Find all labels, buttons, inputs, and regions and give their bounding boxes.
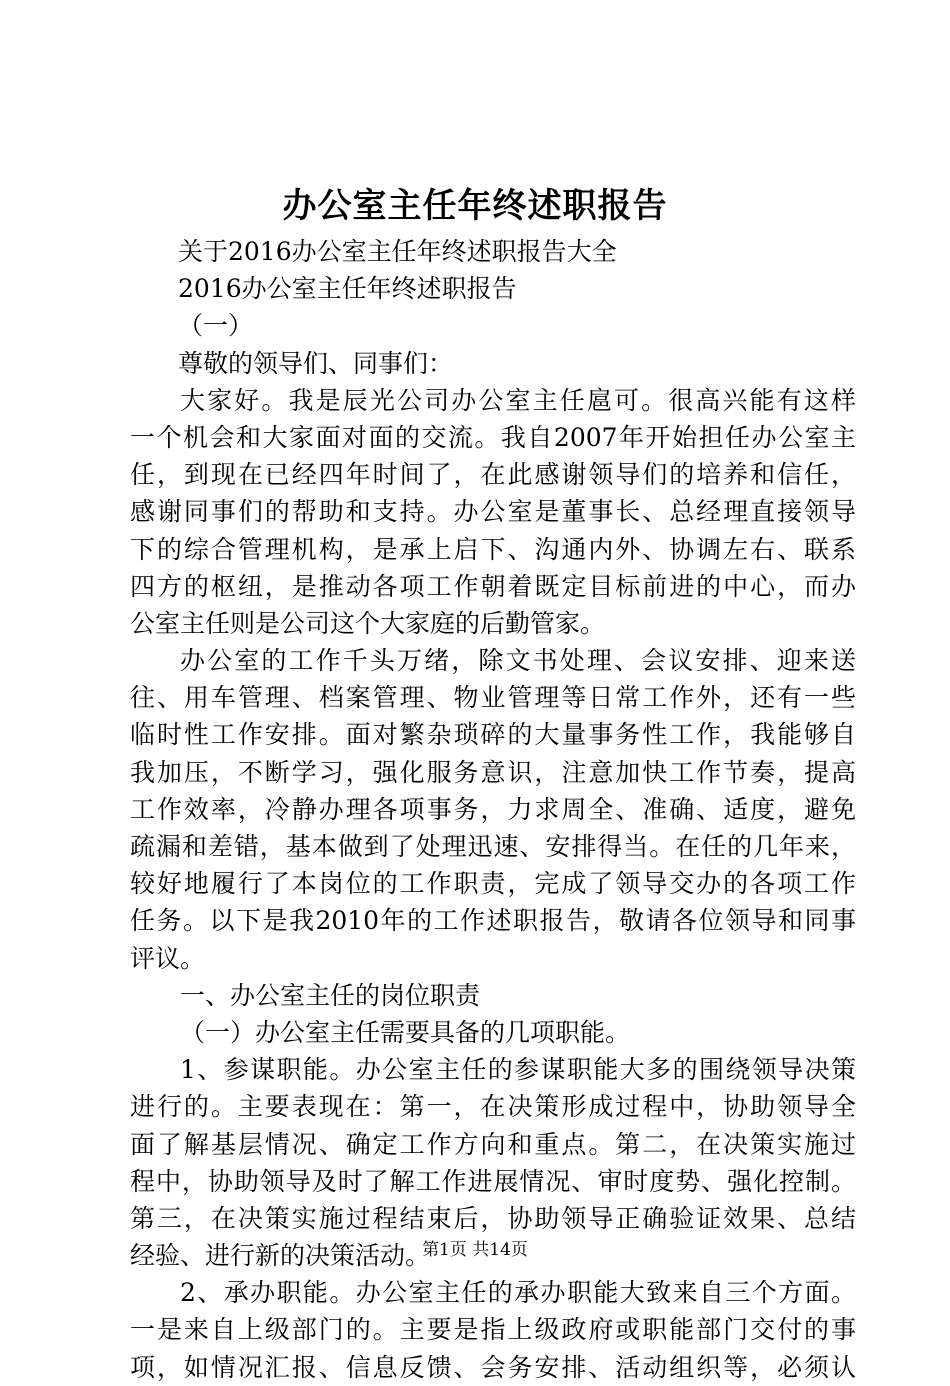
paragraph-line: 感谢同事们的帮助和支持。办公室是董事长、总经理直接领导 (130, 497, 856, 527)
paragraph-line: 办公室的工作千头万绪，除文书处理、会议安排、迎来送 (180, 646, 856, 676)
paragraph-line: 程中，协助领导及时了解工作进展情况、审时度势、强化控制。 (130, 1166, 856, 1196)
paragraph-line: 一是来自上级部门的。主要是指上级政府或职能部门交付的事 (130, 1315, 856, 1345)
paragraph-line: 工作效率，冷静办理各项事务，力求周全、准确、适度，避免 (130, 794, 856, 824)
paragraph-line: 疏漏和差错，基本做到了处理迅速、安排得当。在任的几年来， (130, 832, 856, 861)
page-number-footer: 第1页 共14页 (422, 1240, 528, 1260)
paragraph-line: 任务。以下是我2010年的工作述职报告，敬请各位领导和同事 (130, 906, 856, 936)
paragraph-line: 进行的。主要表现在：第一，在决策形成过程中，协助领导全 (130, 1092, 856, 1122)
paragraph-line: 1、参谋职能。办公室主任的参谋职能大多的围绕领导决策 (180, 1055, 856, 1085)
document-title: 办公室主任年终述职报告 (282, 186, 668, 226)
paragraph-line: 任，到现在已经四年时间了，在此感谢领导们的培养和信任， (130, 460, 856, 490)
paragraph-line: 大家好。我是辰光公司办公室主任扈可。很高兴能有这样 (180, 385, 856, 415)
section-heading: 一、办公室主任的岗位职责 (180, 980, 481, 1010)
subtitle-line: 2016办公室主任年终述职报告 (178, 274, 517, 304)
salutation: 尊敬的领导们、同事们： (178, 348, 454, 378)
document-body (130, 233, 856, 1386)
paragraph-line: 评议。 (130, 943, 206, 973)
paragraph-line: 2、承办职能。办公室主任的承办职能大致来自三个方面。 (180, 1278, 856, 1308)
subsection-heading: （一）办公室主任需要具备的几项职能。 (180, 1017, 631, 1047)
paragraph-line: 我加压，不断学习，强化服务意识，注意加快工作节奏，提高 (130, 757, 856, 787)
paragraph-line: 较好地履行了本岗位的工作职责，完成了领导交办的各项工作 (130, 869, 856, 899)
paragraph-line: 面了解基层情况、确定工作方向和重点。第二，在决策实施过 (130, 1129, 856, 1159)
paragraph-line: 临时性工作安排。面对繁杂琐碎的大量事务性工作，我能够自 (130, 720, 856, 750)
paragraph-line: 下的综合管理机构，是承上启下、沟通内外、协调左右、联系 (130, 534, 856, 564)
paragraph-line: 项，如情况汇报、信息反馈、会务安排、活动组织等，必须认 (130, 1352, 856, 1382)
paragraph-line: 四方的枢纽，是推动各项工作朝着既定目标前进的中心，而办 (130, 571, 856, 601)
section-marker: （一） (178, 311, 254, 341)
paragraph-line: 一个机会和大家面对面的交流。我自2007年开始担任办公室主 (130, 422, 856, 452)
subtitle-line: 关于2016办公室主任年终述职报告大全 (178, 237, 617, 266)
paragraph-line: 公室主任则是公司这个大家庭的后勤管家。 (130, 608, 606, 638)
paragraph-line: 第三，在决策实施过程结束后，协助领导正确验证效果、总结 (130, 1203, 856, 1233)
paragraph-line: 经验、进行新的决策活动。 (130, 1241, 431, 1271)
paragraph-line: 往、用车管理、档案管理、物业管理等日常工作外，还有一些 (130, 683, 856, 713)
